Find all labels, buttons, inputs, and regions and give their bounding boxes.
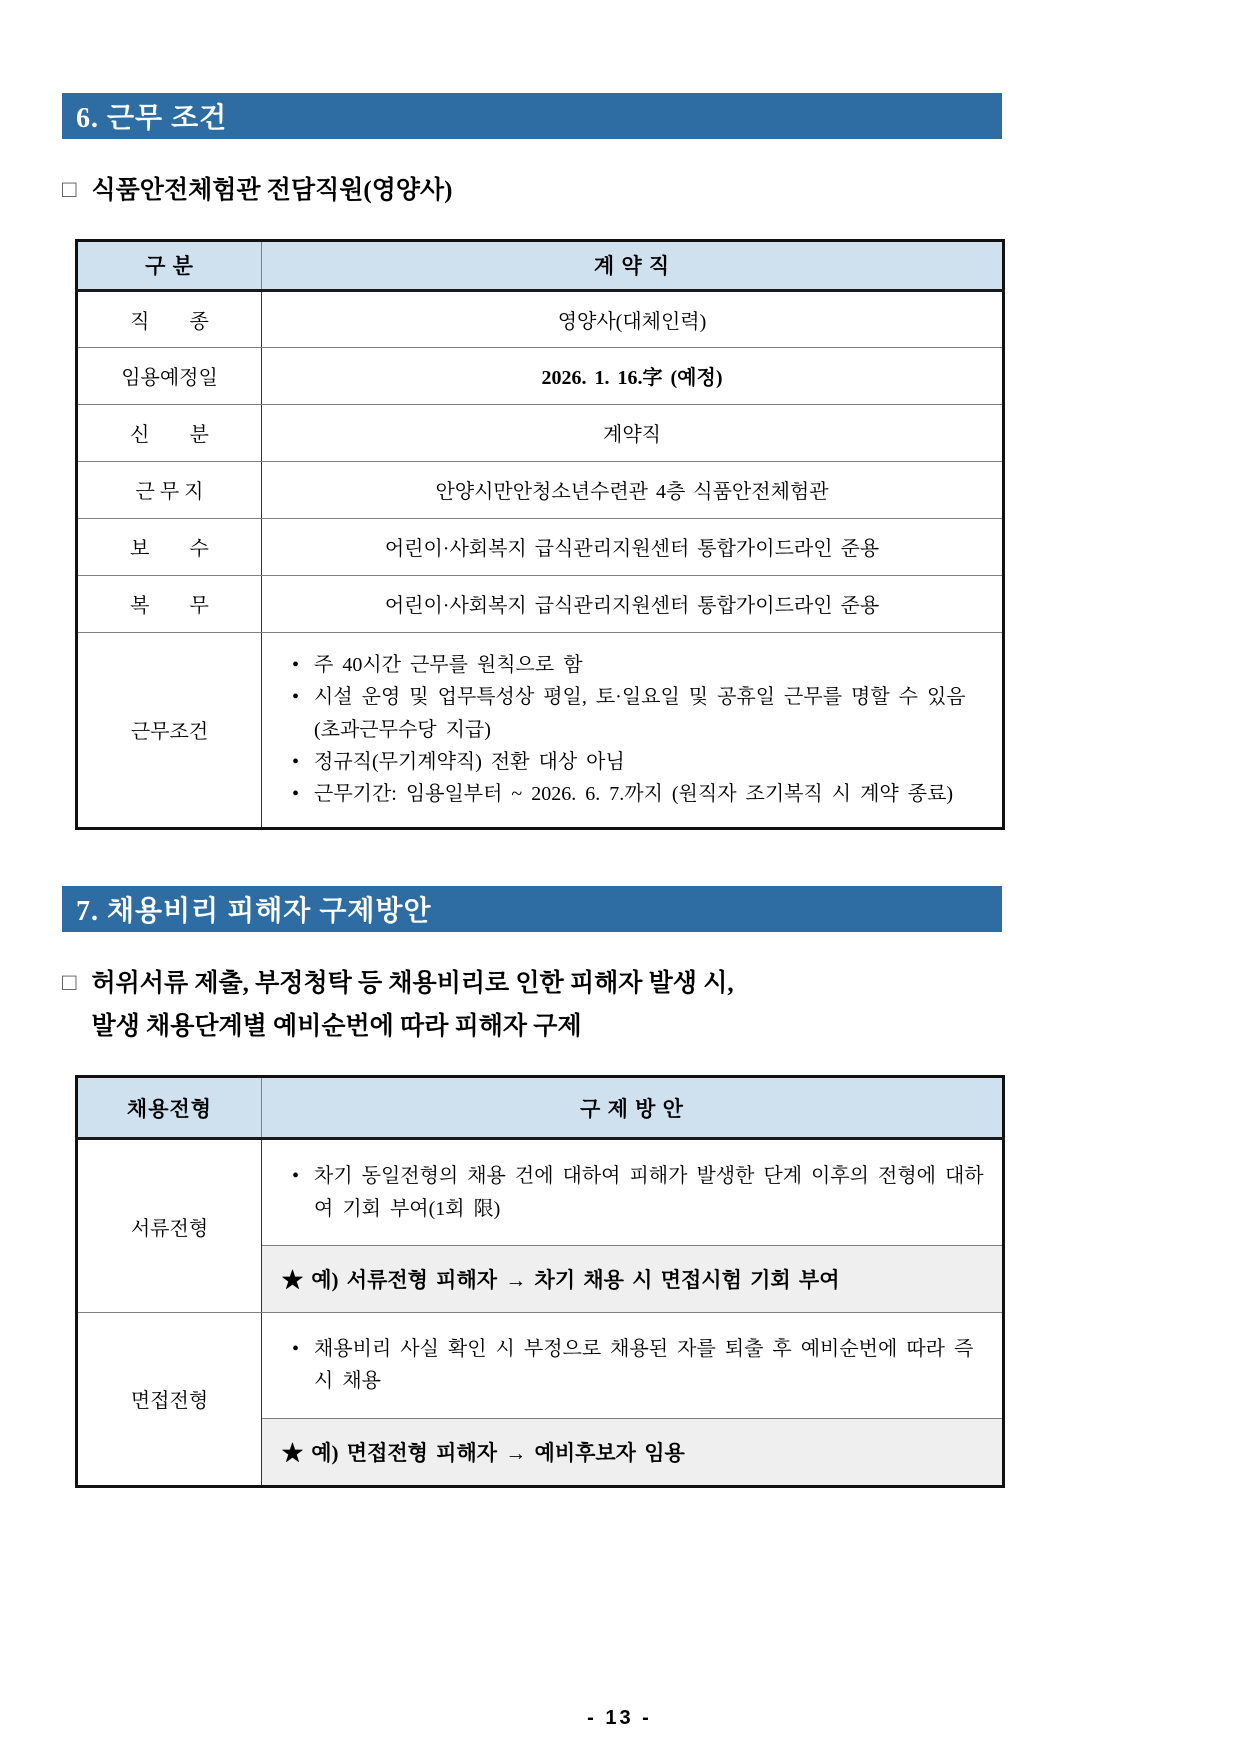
list-item: • 근무기간: 임용일부터 ~ 2026. 6. 7.까지 (원직자 조기복직 시 계약 종료) — [314, 778, 990, 810]
row-label: 보 수 — [77, 518, 262, 575]
row-label: 서류전형 — [77, 1139, 262, 1313]
header-cell-stage: 채용전형 — [77, 1077, 262, 1139]
table-row-job-type — [77, 290, 1004, 347]
page-number: - 13 - — [587, 1707, 652, 1729]
remedy-list — [278, 1160, 988, 1225]
table-row-interview — [77, 1312, 1004, 1418]
remedy-table — [75, 1075, 1005, 1488]
list-item: • 주 40시간 근무를 원칙으로 함 — [314, 649, 990, 681]
list-item: • 채용비리 사실 확인 시 부정으로 채용된 자를 퇴출 후 예비순번에 따라 즉시 채용 — [314, 1333, 988, 1398]
row-value: 영양사(대체인력) — [262, 290, 1004, 347]
section6-title: 6. 근무 조건 — [76, 103, 228, 134]
table-row-pay — [77, 518, 1004, 575]
remedy-bullet-cell — [262, 1139, 1004, 1246]
checkbox-square-icon: □ — [62, 177, 77, 203]
section7-subtitle-line2: 발생 채용단계별 예비순번에 따라 피해자 구제 — [91, 1013, 582, 1041]
list-item: • 시설 운영 및 업무특성상 평일, 토·일요일 및 공휴일 근무를 명할 수 있음 (초과근무수당 지급) — [314, 681, 990, 746]
section7-title: 7. 채용비리 피해자 구제방안 — [76, 895, 432, 927]
row-label: 면접전형 — [77, 1312, 262, 1486]
row-value: 어린이·사회복지 급식관리지원센터 통합가이드라인 준용 — [262, 518, 1004, 575]
row-value: 계약직 — [262, 404, 1004, 461]
section7-subtitle — [92, 962, 734, 1050]
section6-subheading — [62, 169, 1012, 213]
list-item: • 정규직(무기계약직) 전환 대상 아님 — [314, 746, 990, 778]
conditions-cell — [262, 632, 1004, 828]
row-label: 근무조건 — [77, 632, 262, 828]
row-value: 안양시만안청소년수련관 4층 식품안전체험관 — [262, 461, 1004, 518]
remedy-bullet-cell — [262, 1312, 1004, 1418]
checkbox-square-icon: □ — [62, 969, 77, 996]
section6-banner — [62, 93, 1002, 139]
table-row-workplace — [77, 461, 1004, 518]
header-cell-remedy: 구 제 방 안 — [262, 1077, 1004, 1139]
section6-subtitle: 식품안전체험관 전담직원(영양사) — [91, 177, 453, 204]
section7-banner — [62, 886, 1002, 932]
table-header-row — [77, 1077, 1004, 1139]
working-conditions-table — [75, 239, 1005, 830]
table-row-duty — [77, 575, 1004, 632]
row-label: 복 무 — [77, 575, 262, 632]
remedy-list — [278, 1333, 988, 1398]
section7-subheading — [62, 962, 1012, 1050]
row-label: 직 종 — [77, 290, 262, 347]
row-label: 임용예정일 — [77, 347, 262, 404]
table-row-status — [77, 404, 1004, 461]
conditions-list — [278, 649, 990, 811]
header-cell-contract: 계 약 직 — [262, 240, 1004, 290]
table-row-conditions — [77, 632, 1004, 828]
table-row-document-screening — [77, 1139, 1004, 1246]
table-header-row — [77, 240, 1004, 290]
row-value: 어린이·사회복지 급식관리지원센터 통합가이드라인 준용 — [262, 575, 1004, 632]
list-item: • 차기 동일전형의 채용 건에 대하여 피해가 발생한 단계 이후의 전형에 대하여 기회 부여(1회 限) — [314, 1160, 988, 1225]
table-row-appointment-date — [77, 347, 1004, 404]
row-label: 근 무 지 — [77, 461, 262, 518]
example-cell: ★ 예) 서류전형 피해자 → 차기 채용 시 면접시험 기회 부여 — [262, 1245, 1004, 1312]
section7-subtitle-line1: 허위서류 제출, 부정청탁 등 채용비리로 인한 피해자 발생 시, — [91, 969, 734, 997]
row-value: 2026. 1. 16.字 (예정) — [262, 347, 1004, 404]
header-cell-category: 구 분 — [77, 240, 262, 290]
example-cell: ★ 예) 면접전형 피해자 → 예비후보자 임용 — [262, 1418, 1004, 1486]
row-label: 신 분 — [77, 404, 262, 461]
